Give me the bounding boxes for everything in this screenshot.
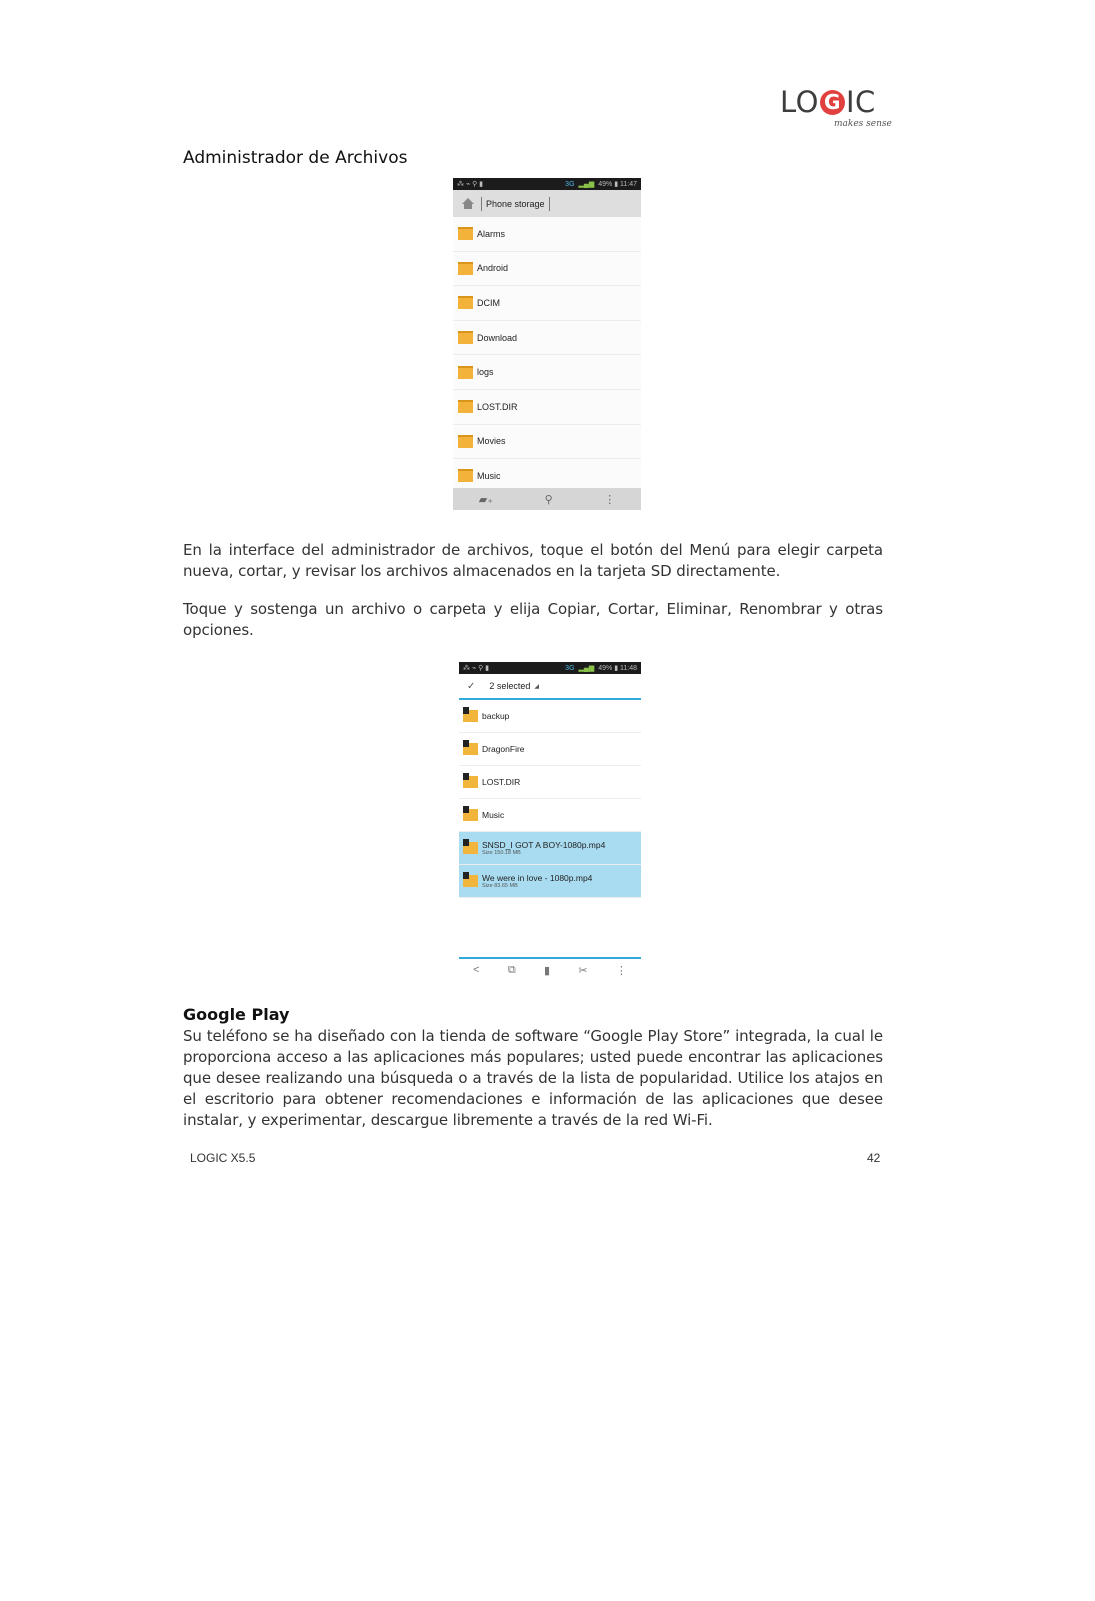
- item-name: Music: [482, 810, 505, 820]
- status-notifications: ⁂ ⌁ ⚲ ▮: [463, 665, 490, 672]
- status-bar: [453, 178, 641, 190]
- item-name: SNSD_I GOT A BOY-1080p.mp4: [482, 840, 606, 850]
- folder-name: logs: [477, 367, 494, 378]
- selection-action-bar: [459, 674, 641, 700]
- network-type: 3G: [565, 180, 575, 188]
- item-name: LOST.DIR: [482, 777, 521, 787]
- breadcrumb-phone-storage[interactable]: Phone storage: [481, 197, 550, 211]
- folder-icon: [458, 262, 473, 275]
- logo-wordmark: [780, 86, 876, 118]
- list-item-selected[interactable]: [459, 865, 641, 898]
- logo-g-mark: G: [820, 90, 845, 115]
- list-item[interactable]: [459, 733, 641, 766]
- home-icon[interactable]: [461, 198, 475, 210]
- item-name: backup: [482, 711, 510, 721]
- paragraph-long-press: Toque y sostenga un archivo o carpeta y elija Copiar, Cortar, Eliminar, Renombrar y otras opciones.: [183, 600, 883, 639]
- status-bar: [459, 662, 641, 674]
- folder-name: LOST.DIR: [477, 401, 518, 412]
- item-name: DragonFire: [482, 744, 525, 754]
- path-breadcrumb: [453, 190, 641, 217]
- list-item[interactable]: [453, 355, 641, 390]
- folder-name: DCIM: [477, 297, 500, 308]
- battery-and-time: 49% ▮ 11:47: [598, 181, 637, 188]
- sd-folder-icon: [463, 776, 478, 788]
- folder-icon: [458, 227, 473, 240]
- section-title-file-manager: Administrador de Archivos: [183, 148, 408, 168]
- cut-icon[interactable]: ✂: [578, 964, 588, 977]
- video-file-icon: [463, 875, 478, 887]
- network-type: 3G: [565, 664, 575, 672]
- status-notifications: ⁂ ⌁ ⚲ ▮: [457, 181, 484, 188]
- file-manager-screenshot: [453, 178, 641, 510]
- sd-folder-icon: [463, 743, 478, 755]
- logo-text-post: IC: [845, 85, 876, 119]
- page-number: 42: [867, 1151, 881, 1165]
- list-item-selected[interactable]: [459, 832, 641, 865]
- folder-icon: [458, 469, 473, 482]
- share-icon[interactable]: <: [473, 964, 480, 976]
- list-item[interactable]: [459, 700, 641, 733]
- folder-icon: [458, 366, 473, 379]
- dropdown-caret-icon: ◢: [534, 683, 540, 690]
- bottom-action-bar: [453, 488, 641, 510]
- new-folder-icon[interactable]: ▰₊: [478, 493, 494, 506]
- folder-name: Android: [477, 263, 509, 274]
- section-title-google-play: Google Play: [183, 1005, 290, 1024]
- sd-folder-icon: [463, 710, 478, 722]
- item-size: Size 83.65 MB: [482, 883, 518, 889]
- list-item[interactable]: [453, 217, 641, 252]
- list-item[interactable]: [453, 425, 641, 460]
- folder-icon: [458, 296, 473, 309]
- signal-icon: ▂▄▆: [578, 181, 595, 188]
- video-file-icon: [463, 842, 478, 854]
- list-item[interactable]: [453, 321, 641, 356]
- footer-model: LOGIC X5.5: [190, 1151, 256, 1165]
- selection-count[interactable]: 2 selected: [489, 681, 531, 691]
- folder-name: Music: [477, 470, 501, 481]
- folder-list: [453, 217, 641, 494]
- overflow-menu-icon[interactable]: ⋮: [604, 493, 616, 506]
- list-item[interactable]: [453, 390, 641, 425]
- list-item[interactable]: [459, 766, 641, 799]
- paragraph-file-manager-menu: En la interface del administrador de archivos, toque el botón del Menú para elegir carpeta nueva, cortar, y revisar los archivos almacenados en la tarjeta SD directamente.: [183, 541, 883, 580]
- list-item[interactable]: [453, 252, 641, 287]
- folder-icon: [458, 331, 473, 344]
- folder-icon: [458, 435, 473, 448]
- file-list: [459, 700, 641, 898]
- overflow-menu-icon[interactable]: ⋮: [615, 964, 627, 977]
- item-name: We were in love - 1080p.mp4: [482, 873, 593, 883]
- done-check-icon[interactable]: ✓: [467, 680, 476, 692]
- logo-text-pre: LO: [780, 85, 819, 119]
- delete-icon[interactable]: ▮: [544, 964, 551, 977]
- logo-tagline: makes sense: [834, 119, 892, 129]
- sd-folder-icon: [463, 809, 478, 821]
- list-item[interactable]: [459, 799, 641, 832]
- folder-name: Movies: [477, 436, 506, 447]
- battery-and-time: 49% ▮ 11:48: [598, 665, 637, 672]
- logic-logo: [780, 86, 890, 132]
- folder-icon: [458, 400, 473, 413]
- signal-icon: ▂▄▆: [578, 665, 595, 672]
- list-item[interactable]: [453, 286, 641, 321]
- bottom-action-bar: [459, 957, 641, 980]
- item-size: Size 150.18 MB: [482, 850, 521, 856]
- copy-icon[interactable]: ⧉: [507, 963, 516, 976]
- search-icon[interactable]: ⚲: [544, 493, 553, 506]
- selection-mode-screenshot: [459, 662, 641, 980]
- folder-name: Alarms: [477, 228, 506, 239]
- paragraph-google-play: Su teléfono se ha diseñado con la tienda de software “Google Play Store” integrada, la cual le proporciona acceso a las aplicaciones más populares; usted puede encontrar las aplicaciones que desee realizando una búsqueda o a través de la lista de popularidad. Utilice los atajos en el escritorio para obtener recomendaciones e información de las aplicaciones que desee instalar, y experimentar, descargue libremente a través de la red Wi-Fi.: [183, 1027, 883, 1129]
- folder-name: Download: [477, 332, 518, 343]
